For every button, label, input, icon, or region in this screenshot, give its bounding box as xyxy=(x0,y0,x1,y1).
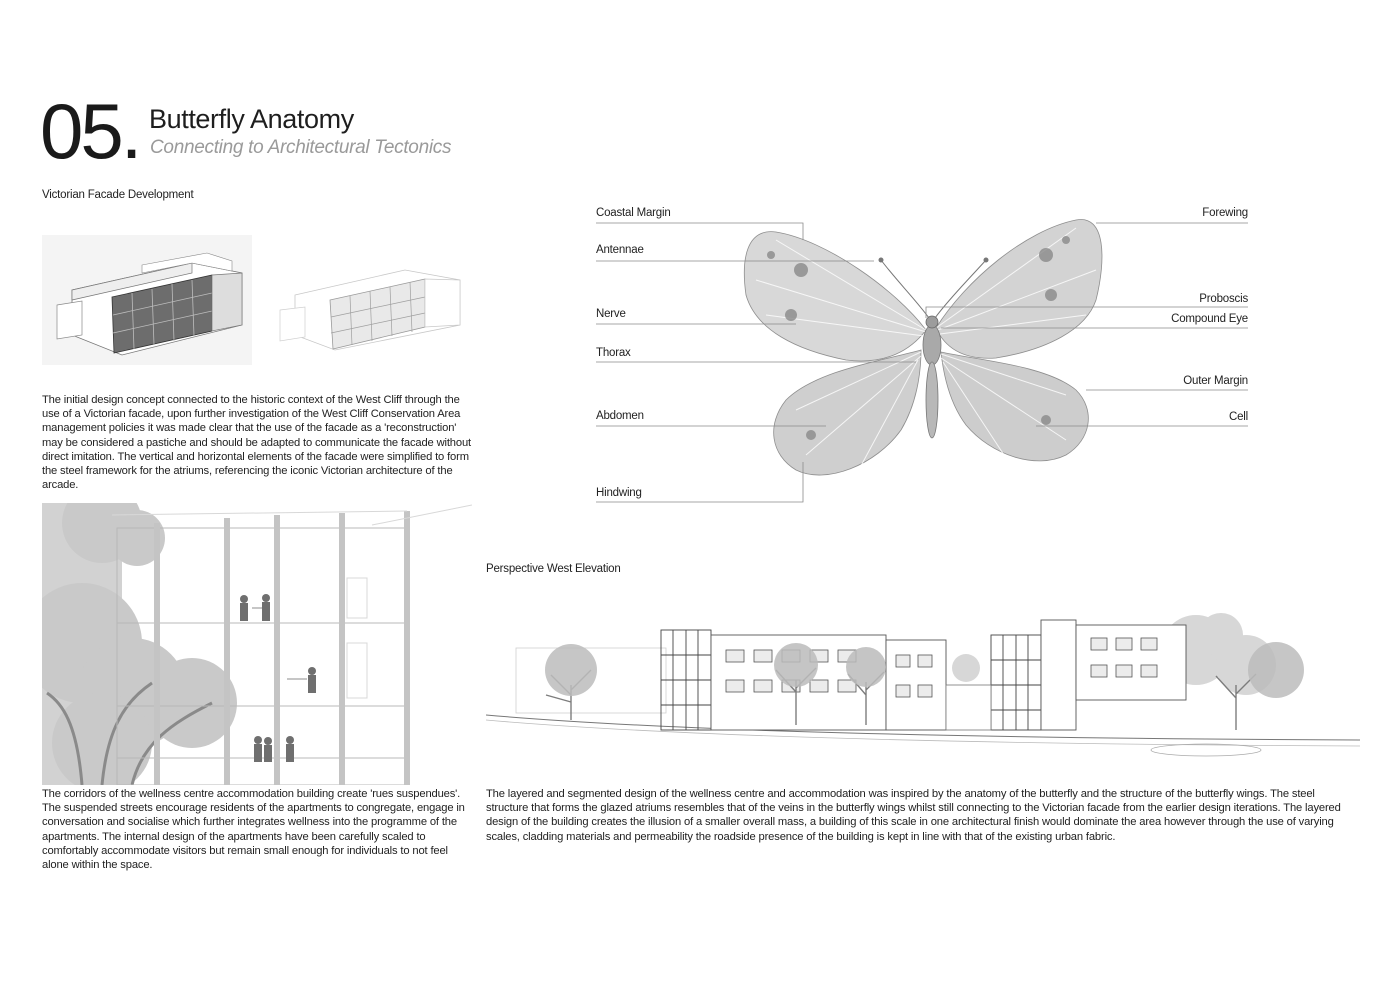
elevation-description: The layered and segmented design of the wellness centre and accommodation was inspired by the anatomy of the butterfly and the structure of the butterfly wings. The steel structure that forms the glazed atriums resembles that of the veins in the butterfly wings whilst still connecting to the Victorian facade from the earlier design iterations. The layered design of the building creates the illusion of a smaller overall mass, a building of this scale in one architectural finish would dominate the area however through the use of varying scales, cladding materials and permeability the roadside presence of the building is kept in line with that of the existing urban fabric. xyxy=(486,788,1341,843)
sheet-number: 05. xyxy=(40,87,140,175)
label-compound-eye: Compound Eye xyxy=(1171,313,1248,325)
label-thorax: Thorax xyxy=(596,347,631,359)
label-proboscis: Proboscis xyxy=(1199,293,1248,305)
label-antennae: Antennae xyxy=(596,244,644,256)
label-cell: Cell xyxy=(1228,411,1248,423)
facade-model-dark xyxy=(42,235,252,365)
facade-model-light xyxy=(275,255,465,355)
facade-description: The initial design concept connected to the historic context of the West Cliff through the use of a Victorian facade, upon further investigation of the West Cliff Conservation Area management policies it was made clear that the use of the facade as a 'reconstruction' may be considered a pastiche and should be adapted to communicate the facade without direct imitation. The vertical and horizontal elements of the facade were simplified to form the steel framework for the atriums, referencing the iconic Victorian architecture of the arcade. xyxy=(42,394,471,492)
label-abdomen: Abdomen xyxy=(596,410,644,422)
label-nerve: Nerve xyxy=(596,308,626,320)
butterfly-diagram xyxy=(596,200,1248,510)
elevation-section-label: Perspective West Elevation xyxy=(486,563,621,575)
corridor-description: The corridors of the wellness centre accommodation building create 'rues suspendues'. The suspended streets encourage residents of the apartments to congregate, engage in conversation and socialise which further integrates wellness into the programme of the apartments. The internal design of the apartments have been carefully scaled to comfortably accommodate visitors but remain small enough for individuals to not feel alone within the space. xyxy=(42,788,465,872)
west-elevation-drawing xyxy=(486,610,1360,760)
facade-section-label: Victorian Facade Development xyxy=(42,189,194,201)
sheet-title: Butterfly Anatomy xyxy=(149,104,354,134)
label-hindwing: Hindwing xyxy=(596,487,642,499)
label-forewing: Forewing xyxy=(1202,207,1248,219)
sheet-subtitle: Connecting to Architectural Tectonics xyxy=(150,137,452,158)
label-outer-margin: Outer Margin xyxy=(1183,375,1248,387)
corridor-perspective-drawing xyxy=(42,503,472,785)
label-coastal-margin: Coastal Margin xyxy=(596,207,671,219)
